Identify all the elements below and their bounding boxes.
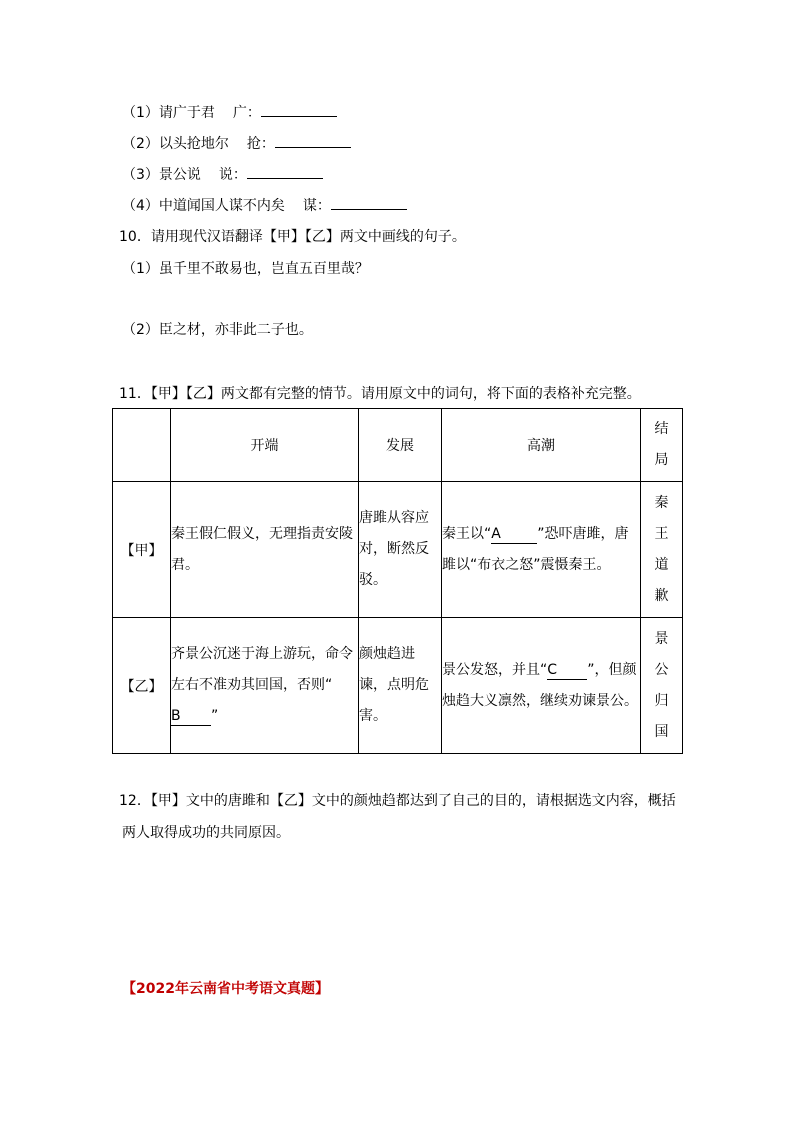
header-climax: 高潮 — [442, 409, 641, 482]
row2-end-2: 公 — [654, 661, 669, 678]
row1-end-2: 王 — [654, 525, 669, 542]
header-end — [641, 409, 683, 482]
row2-climax — [442, 618, 641, 754]
blank-b-label: B — [171, 708, 181, 724]
item-3 — [122, 164, 323, 185]
header-blank — [113, 409, 171, 482]
row2-label: 【乙】 — [113, 618, 171, 754]
item-1-text: （1）请广于君 — [122, 105, 215, 121]
blank-b[interactable] — [171, 707, 211, 726]
row2-start-post: ” — [211, 708, 219, 724]
item-1-blank[interactable] — [261, 102, 337, 117]
row2-end-4: 国 — [654, 723, 669, 740]
row2-end — [641, 618, 683, 754]
header-dev: 发展 — [359, 409, 442, 482]
row2-climax-post: ”，但颜烛趋大义凛然，继续劝谏景公。 — [442, 661, 638, 709]
item-4-key: 谋： — [302, 198, 331, 214]
row1-end-3: 道 — [654, 556, 669, 573]
item-2-key: 抢： — [246, 136, 275, 152]
item-4-text: （4）中道闻国人谋不内矣 — [122, 198, 285, 214]
table-row — [113, 482, 683, 618]
row1-end-4: 歉 — [654, 587, 669, 604]
q12-line-1: 12．【甲】文中的唐雎和【乙】文中的颜烛趋都达到了自己的目的，请根据选文内容，概括 — [119, 793, 676, 809]
exam-source-label: 【2022年云南省中考语文真题】 — [122, 981, 329, 997]
item-3-blank[interactable] — [247, 164, 323, 179]
row2-climax-pre: 景公发怒，并且“ — [442, 661, 548, 678]
row2-start — [171, 618, 359, 754]
row2-dev: 颜烛趋进谏，点明危害。 — [359, 618, 442, 754]
row2-end-1: 景 — [654, 630, 669, 647]
blank-c-label: C — [547, 661, 558, 678]
row1-climax-pre: 秦王以“ — [442, 525, 492, 542]
row1-climax-post: ”恐吓唐雎，唐雎以“布衣之怒”震慑秦王。 — [442, 525, 629, 573]
row1-start: 秦王假仁假义，无理指责安陵君。 — [171, 482, 359, 618]
item-1-key: 广： — [232, 105, 261, 121]
blank-a[interactable] — [491, 525, 537, 544]
item-3-text: （3）景公说 — [122, 167, 201, 183]
item-2-blank[interactable] — [275, 133, 351, 148]
table-row — [113, 618, 683, 754]
blank-a-label: A — [491, 525, 501, 542]
q10-stem: 10．请用现代汉语翻译【甲】【乙】两文中画线的句子。 — [119, 229, 466, 245]
q10-sentence-2: （2）臣之材，亦非此二子也。 — [122, 322, 313, 338]
q11-stem: 11．【甲】【乙】两文都有完整的情节。请用原文中的词句，将下面的表格补充完整。 — [119, 386, 641, 402]
item-2-text: （2）以头抢地尔 — [122, 136, 229, 152]
row1-label: 【甲】 — [113, 482, 171, 618]
item-1 — [122, 102, 337, 123]
item-2 — [122, 133, 351, 154]
plot-table — [112, 408, 683, 754]
item-4 — [122, 195, 407, 216]
item-4-blank[interactable] — [331, 195, 407, 210]
row1-dev: 唐雎从容应对，断然反驳。 — [359, 482, 442, 618]
blank-c[interactable] — [547, 661, 587, 680]
q10-sentence-1: （1）虽千里不敢易也，岂直五百里哉？ — [122, 261, 369, 277]
header-end-2: 局 — [654, 452, 669, 468]
row1-climax — [442, 482, 641, 618]
row1-end-1: 秦 — [654, 494, 669, 511]
header-end-1: 结 — [654, 421, 669, 437]
q12-line-2: 两人取得成功的共同原因。 — [122, 825, 290, 841]
row2-end-3: 归 — [654, 692, 669, 709]
table-header-row — [113, 409, 683, 482]
row1-end — [641, 482, 683, 618]
row2-start-pre: 齐景公沉迷于海上游玩，命令左右不准劝其回国，否则“ — [171, 646, 353, 693]
item-3-key: 说： — [218, 167, 247, 183]
header-start: 开端 — [171, 409, 359, 482]
